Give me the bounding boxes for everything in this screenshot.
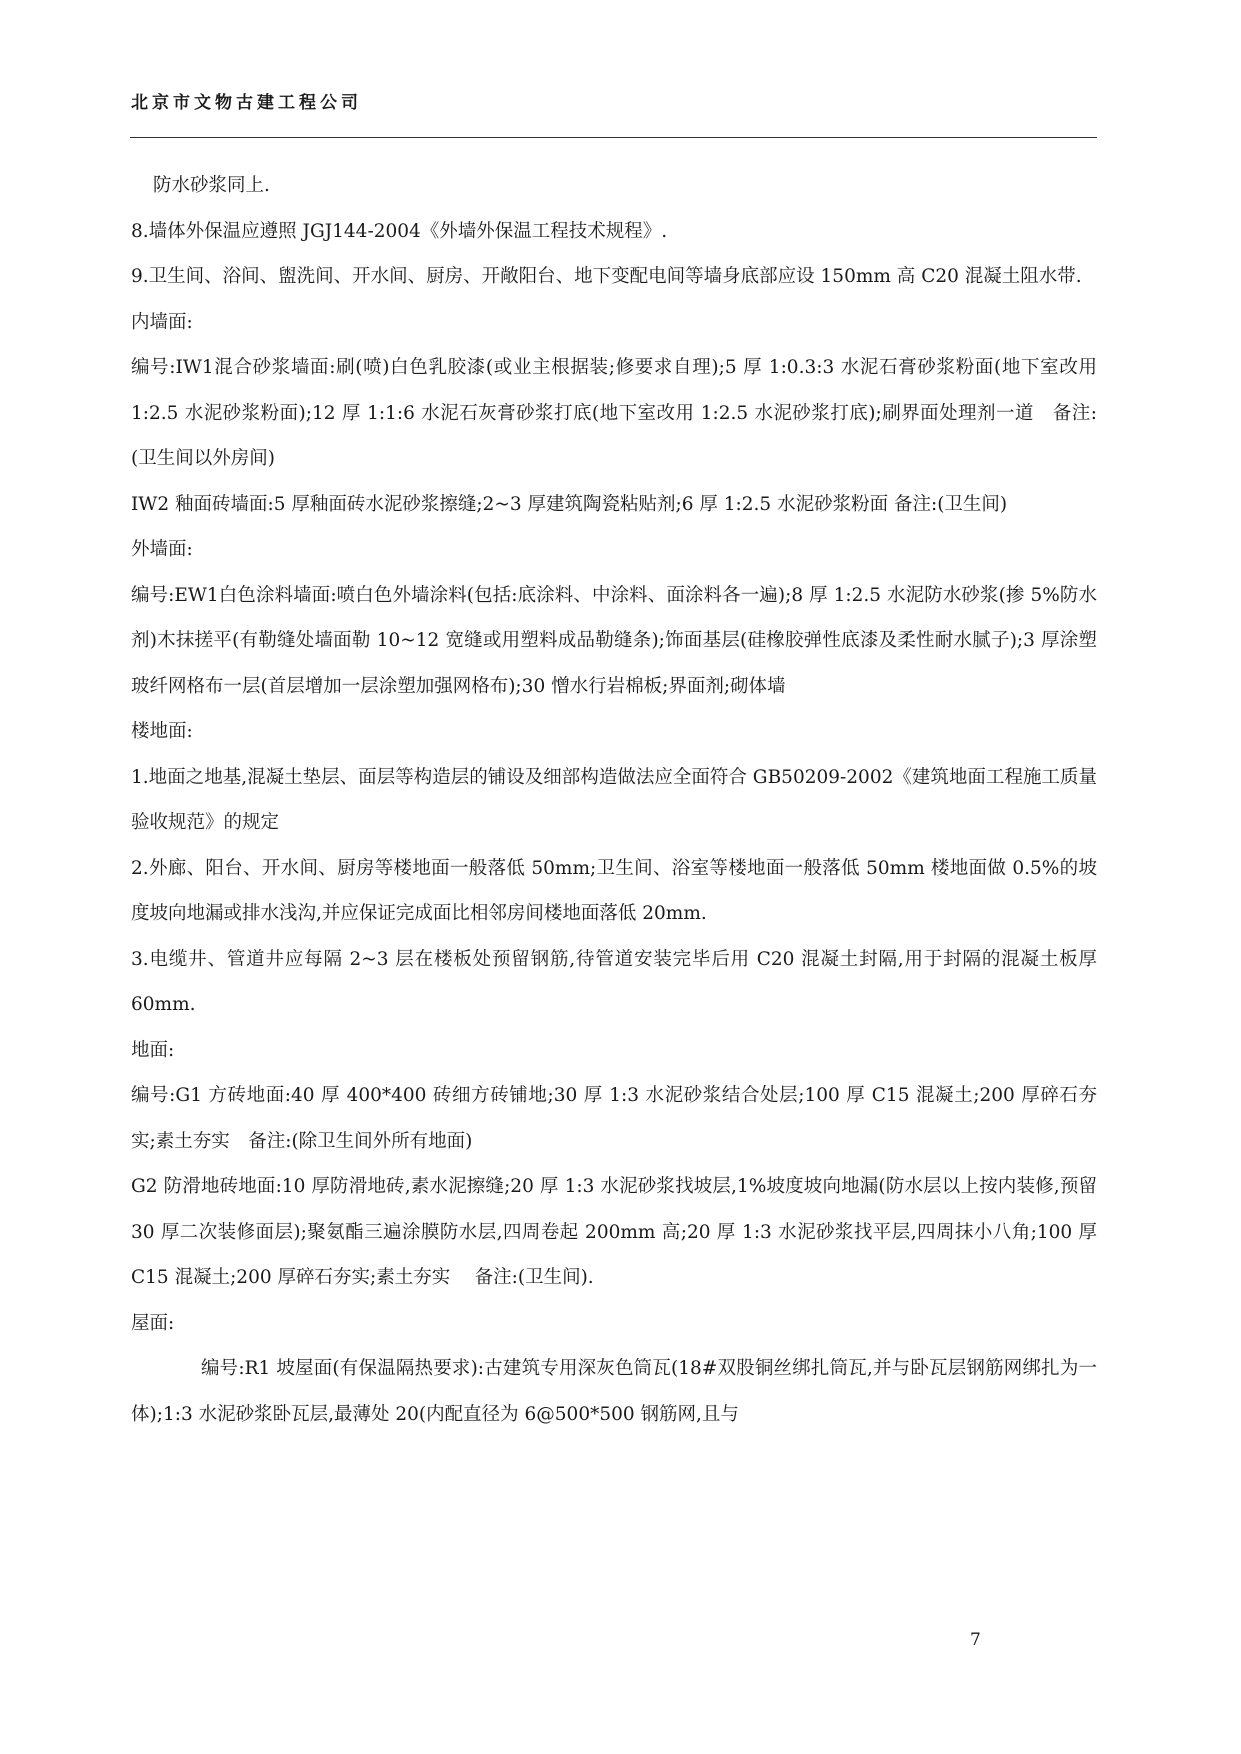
- paragraph: 9.卫生间、浴间、盥洗间、开水间、厨房、开敞阳台、地下变配电间等墙身底部应设 150mm 高 C20 混凝土阻水带.: [131, 266, 1082, 287]
- paragraph: 1.地面之地基,混凝土垫层、面层等构造层的铺设及细部构造做法应全面符合 GB50209-2002《建筑地面工程施工质量验收规范》的规定: [131, 766, 1097, 833]
- paragraph: 编号:R1 坡屋面(有保温隔热要求):古建筑专用深灰色筒瓦(18#双股铜丝绑扎筒瓦,并与卧瓦层钢筋网绑扎为一体);1:3 水泥砂浆卧瓦层,最薄处 20(内配直径为 6@500*500 钢筋网,且与: [131, 1358, 1097, 1425]
- page-header-company: 北京市文物古建工程公司: [131, 93, 362, 113]
- section-heading: 内墙面:: [131, 311, 193, 333]
- paragraph: 防水砂浆同上.: [153, 175, 270, 196]
- section-heading: 外墙面:: [131, 539, 193, 560]
- section-heading: 地面:: [131, 1039, 175, 1061]
- paragraph: G2 防滑地砖地面:10 厚防滑地砖,素水泥擦缝;20 厚 1:3 水泥砂浆找坡层,1%坡度坡向地漏(防水层以上按内装修,预留 30 厚二次装修面层);聚氨酯三遍涂膜防水层,四周卷起 200mm 高;20 厚 1:3 水泥砂浆找平层,四周抹小八角;100 厚 C15 混凝土;200 厚碎石夯实;素土夯实 备注:(卫生间).: [131, 1176, 1097, 1288]
- page-number: 7: [970, 1630, 981, 1650]
- paragraph: 8.墙体外保温应遵照 JGJ144-2004《外墙外保温工程技术规程》.: [131, 220, 668, 242]
- paragraph: 3.电缆井、管道井应每隔 2~3 层在楼板处预留钢筋,待管道安装完毕后用 C20 混凝土封隔,用于封隔的混凝土板厚 60mm.: [131, 948, 1097, 1015]
- paragraph: 编号:EW1白色涂料墙面:喷白色外墙涂料(包括:底涂料、中涂料、面涂料各一遍);8 厚 1:2.5 水泥防水砂浆(掺 5%防水剂)木抹搓平(有勒缝处墙面勒 10~12 宽缝或用塑料成品勒缝条);饰面基层(硅橡胶弹性底漆及柔性耐水腻子);3 厚涂塑玻纤网格布一层(首层增加一层涂塑加强网格布);30 憎水行岩棉板;界面剂;砌体墙: [131, 584, 1097, 697]
- paragraph: 编号:IW1混合砂浆墙面:刷(喷)白色乳胶漆(或业主根据装;修要求自理);5 厚 1:0.3:3 水泥石膏砂浆粉面(地下室改用 1:2.5 水泥砂浆粉面);12 厚 1:1:6 水泥石灰膏砂浆打底(地下室改用 1:2.5 水泥砂浆打底);刷界面处理剂一道 备注:(卫生间以外房间): [131, 357, 1097, 469]
- document-body: [131, 163, 1097, 1437]
- section-heading: 楼地面:: [131, 721, 193, 742]
- paragraph: 2.外廊、阳台、开水间、厨房等楼地面一般落低 50mm;卫生间、浴室等楼地面一般落低 50mm 楼地面做 0.5%的坡度坡向地漏或排水浅沟,并应保证完成面比相邻房间楼地面落低 20mm.: [131, 857, 1097, 924]
- header-divider: [130, 137, 1097, 138]
- section-heading: 屋面:: [131, 1312, 175, 1334]
- paragraph: IW2 釉面砖墙面:5 厚釉面砖水泥砂浆擦缝;2~3 厚建筑陶瓷粘贴剂;6 厚 1:2.5 水泥砂浆粉面 备注:(卫生间): [131, 493, 1008, 515]
- paragraph: 编号:G1 方砖地面:40 厚 400*400 砖细方砖铺地;30 厚 1:3 水泥砂浆结合处层;100 厚 C15 混凝土;200 厚碎石夯实;素土夯实 备注:(除卫生间外所有地面): [131, 1085, 1097, 1152]
